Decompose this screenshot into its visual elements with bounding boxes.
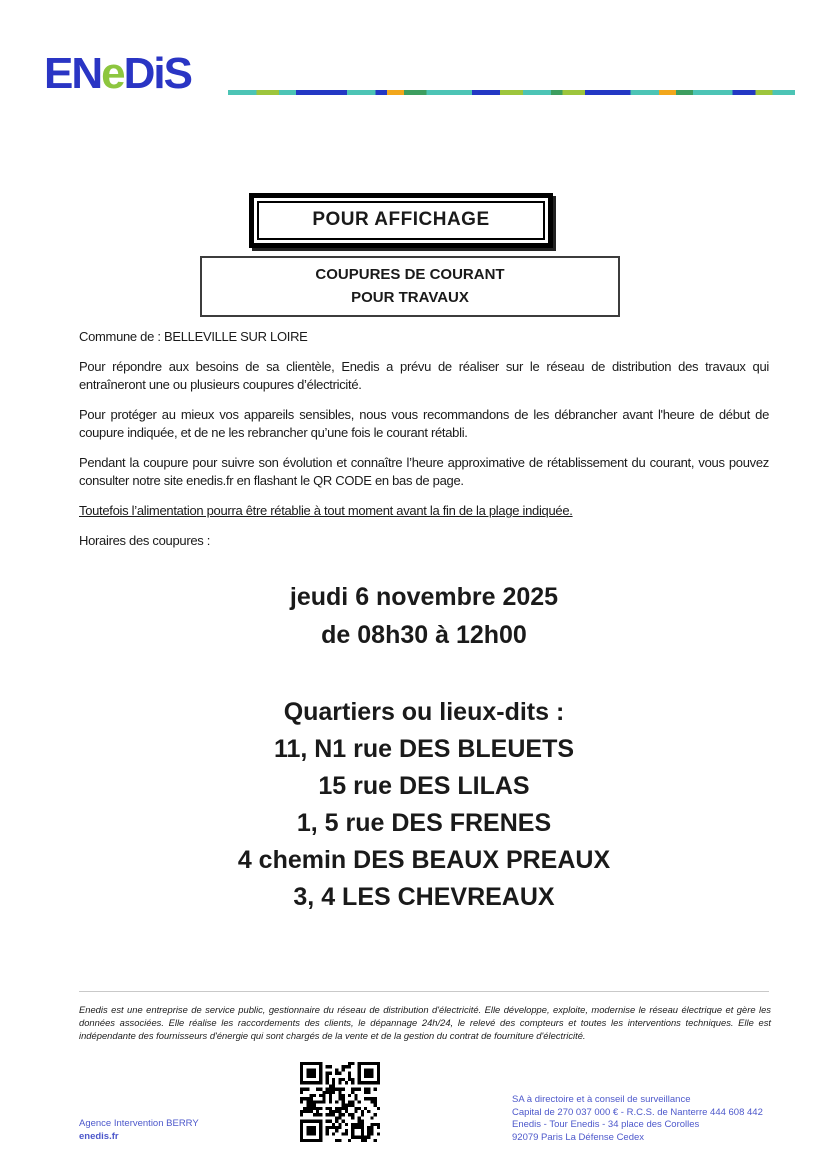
qr-code bbox=[300, 1062, 380, 1142]
enedis-logo bbox=[44, 49, 191, 98]
subject-box bbox=[200, 256, 620, 317]
footer-agency-block bbox=[79, 1118, 199, 1143]
location-item: 11, N1 rue DES BLEUETS bbox=[273, 735, 575, 763]
footer-divider bbox=[79, 991, 769, 992]
company-line: Enedis - Tour Enedis - 34 place des Corolles bbox=[512, 1119, 700, 1130]
locations-title: Quartiers ou lieux-dits : bbox=[283, 698, 565, 726]
decorative-colored-line bbox=[228, 90, 795, 95]
outage-locations bbox=[79, 694, 769, 916]
company-line: Capital de 270 037 000 € - R.C.S. de Nanterre 444 608 442 bbox=[512, 1106, 763, 1118]
company-line: SA à directoire et à conseil de surveillance bbox=[512, 1094, 691, 1105]
document-body bbox=[79, 328, 769, 916]
paragraph-advice: Pour protéger au mieux vos appareils sensibles, nous vous recommandons de les débrancher avant l'heure de début de coupure indiquée, et de ne les rebrancher qu’une fois le courant rétabli. bbox=[79, 407, 769, 440]
logo-text-blue-2: DiS bbox=[123, 49, 191, 98]
location-item: 1, 5 rue DES FRENES bbox=[296, 809, 552, 837]
outage-time: de 08h30 à 12h00 bbox=[321, 621, 527, 649]
subject-line-2: POUR TRAVAUX bbox=[351, 289, 469, 306]
banner-label: POUR AFFICHAGE bbox=[257, 201, 545, 240]
logo-text-green: e bbox=[101, 49, 124, 98]
outage-date: jeudi 6 novembre 2025 bbox=[289, 583, 559, 611]
location-item: 4 chemin DES BEAUX PREAUX bbox=[237, 846, 611, 874]
agency-name: Agence Intervention BERRY bbox=[79, 1118, 199, 1129]
paragraph-underlined bbox=[79, 502, 769, 520]
logo-text-blue-1: EN bbox=[44, 49, 102, 98]
pour-affichage-banner bbox=[249, 193, 553, 248]
footer-legal-note: Enedis est une entreprise de service public, gestionnaire du réseau de distribution d'électricité. Elle développe, exploite, modernise le réseau électrique et gère les données associées. Elle réalise les raccordements des clients, le dépannage 24h/24, le relevé des compteurs et toutes les interventions techniques. Elle est indépendante des fournisseurs d'énergie qui sont chargés de la vente et de la gestion du contrat de fourniture d'électricité. bbox=[79, 1004, 771, 1041]
company-line: 92079 Paris La Défense Cedex bbox=[512, 1131, 645, 1143]
website-text: enedis.fr bbox=[79, 1130, 119, 1142]
commune-line: Commune de : BELLEVILLE SUR LOIRE bbox=[79, 329, 308, 344]
outage-schedule bbox=[79, 578, 769, 654]
paragraph-qrcode: Pendant la coupure pour suivre son évolution et connaître l’heure approximative de rétablissement du courant, vous pouvez consulter notre site enedis.fr en flashant le QR CODE en bas de page. bbox=[79, 455, 769, 488]
location-item: 3, 4 LES CHEVREAUX bbox=[293, 883, 555, 911]
footer-company-block bbox=[512, 1094, 763, 1144]
underlined-sentence: Toutefois l’alimentation pourra être rétablie à tout moment avant la fin de la plage indiquée. bbox=[79, 503, 573, 518]
subject-line-1: COUPURES DE COURANT bbox=[315, 266, 505, 283]
location-item: 15 rue DES LILAS bbox=[318, 772, 530, 800]
paragraph-intro: Pour répondre aux besoins de sa clientèle, Enedis a prévu de réaliser sur le réseau de distribution des travaux qui entraîneront une ou plusieurs coupures d’électricité. bbox=[79, 359, 769, 392]
horaires-label: Horaires des coupures : bbox=[79, 533, 211, 548]
